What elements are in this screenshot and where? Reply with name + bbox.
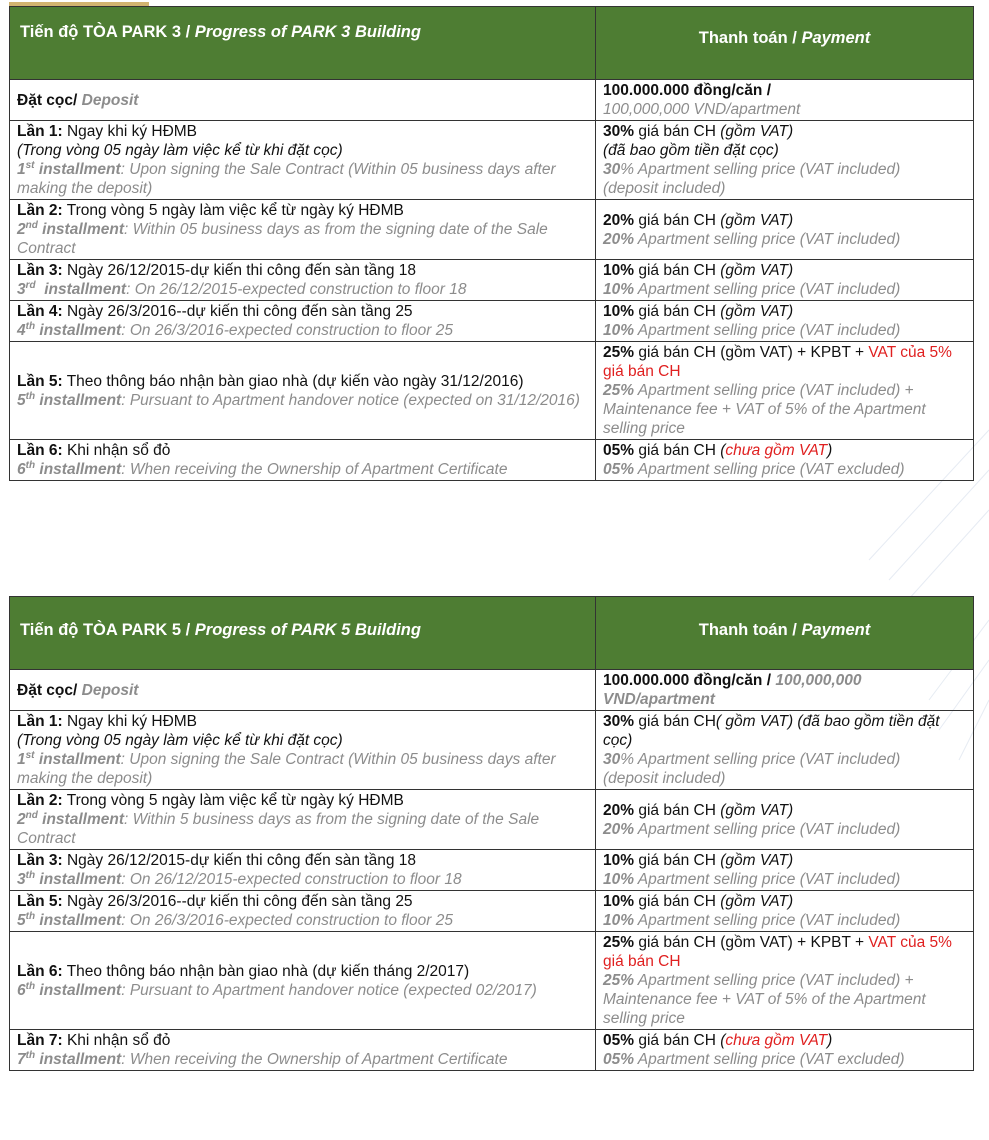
park5-installment-1-row: Lần 1: Ngay khi ký HĐMB (Trong vòng 05 ngày làm việc kể từ khi đặt cọc) 1st installment: Upon signing the Sale Contract (Within 05 business days after making the deposit) 30% giá bán CH( gồm VAT) (đã bao gồm tiền đặt cọc) 30% Apartment selling price (VAT included) (deposit included) xyxy=(10,711,974,790)
park3-header-row xyxy=(10,7,974,80)
park3-schedule-table xyxy=(9,6,974,481)
park3-deposit-row: Đặt cọc/ Deposit 100.000.000 đồng/căn / 100,000,000 VND/apartment xyxy=(10,80,974,121)
park5-installment-2-row: Lần 2: Trong vòng 5 ngày làm việc kể từ ngày ký HĐMB 2nd installment: Within 5 business days as from the signing date of the Sale Contract 20% giá bán CH (gồm VAT) 20% Apartment selling price (VAT included) xyxy=(10,790,974,850)
park5-installment-7-row: Lần 7: Khi nhận sổ đỏ 7th installment: When receiving the Ownership of Apartment Certificate 05% giá bán CH (chưa gồm VAT) 05% Apartment selling price (VAT excluded) xyxy=(10,1030,974,1071)
park5-payment-header: Thanh toán / Payment xyxy=(596,597,974,670)
park5-installment-3-row: Lần 3: Ngày 26/12/2015-dự kiến thi công đến sàn tầng 18 3th installment: On 26/12/2015-expected construction to floor 18 10% giá bán CH (gồm VAT) 10% Apartment selling price (VAT included) xyxy=(10,850,974,891)
park5-deposit-row: Đặt cọc/ Deposit 100.000.000 đồng/căn / 100,000,000 VND/apartment xyxy=(10,670,974,711)
park3-installment-3-row: Lần 3: Ngày 26/12/2015-dự kiến thi công đến sàn tầng 18 3rd installment: On 26/12/2015-expected construction to floor 18 10% giá bán CH (gồm VAT) 10% Apartment selling price (VAT included) xyxy=(10,260,974,301)
park3-installment-1-row: Lần 1: Ngay khi ký HĐMB (Trong vòng 05 ngày làm việc kể từ khi đặt cọc) 1st installment: Upon signing the Sale Contract (Within 05 business days after making the deposit) 30% giá bán CH (gồm VAT) (đã bao gồm tiền đặt cọc) 30% Apartment selling price (VAT included) (deposit included) xyxy=(10,121,974,200)
park3-progress-header: Tiến độ TÒA PARK 3 / Progress of PARK 3 Building xyxy=(10,7,596,80)
park3-installment-5-row: Lần 5: Theo thông báo nhận bàn giao nhà (dự kiến vào ngày 31/12/2016) 5th installment: Pursuant to Apartment handover notice (expected on 31/12/2016) 25% giá bán CH (gồm VAT) + KPBT + VAT của 5% giá bán CH 25% Apartment selling price (VAT included) + Maintenance fee + VAT of 5% of the Apartment selling price xyxy=(10,342,974,440)
park5-header-row xyxy=(10,597,974,670)
park5-installment-5-row: Lần 5: Ngày 26/3/2016--dự kiến thi công đến sàn tầng 25 5th installment: On 26/3/2016-expected construction to floor 25 10% giá bán CH (gồm VAT) 10% Apartment selling price (VAT included) xyxy=(10,891,974,932)
park3-installment-6-row: Lần 6: Khi nhận sổ đỏ 6th installment: When receiving the Ownership of Apartment Certificate 05% giá bán CH (chưa gồm VAT) 05% Apartment selling price (VAT excluded) xyxy=(10,440,974,481)
park3-installment-4-row: Lần 4: Ngày 26/3/2016--dự kiến thi công đến sàn tầng 25 4th installment: On 26/3/2016-expected construction to floor 25 10% giá bán CH (gồm VAT) 10% Apartment selling price (VAT included) xyxy=(10,301,974,342)
park5-schedule-table xyxy=(9,596,974,1071)
park3-installment-2-row: Lần 2: Trong vòng 5 ngày làm việc kể từ ngày ký HĐMB 2nd installment: Within 05 business days as from the signing date of the Sale Contract 20% giá bán CH (gồm VAT) 20% Apartment selling price (VAT included) xyxy=(10,200,974,260)
park5-installment-6-row: Lần 6: Theo thông báo nhận bàn giao nhà (dự kiến tháng 2/2017) 6th installment: Pursuant to Apartment handover notice (expected 02/2017) 25% giá bán CH (gồm VAT) + KPBT + VAT của 5% giá bán CH 25% Apartment selling price (VAT included) + Maintenance fee + VAT of 5% of the Apartment selling price xyxy=(10,932,974,1030)
park3-payment-header: Thanh toán / Payment xyxy=(596,7,974,80)
park5-progress-header: Tiến độ TÒA PARK 5 / Progress of PARK 5 Building xyxy=(10,597,596,670)
